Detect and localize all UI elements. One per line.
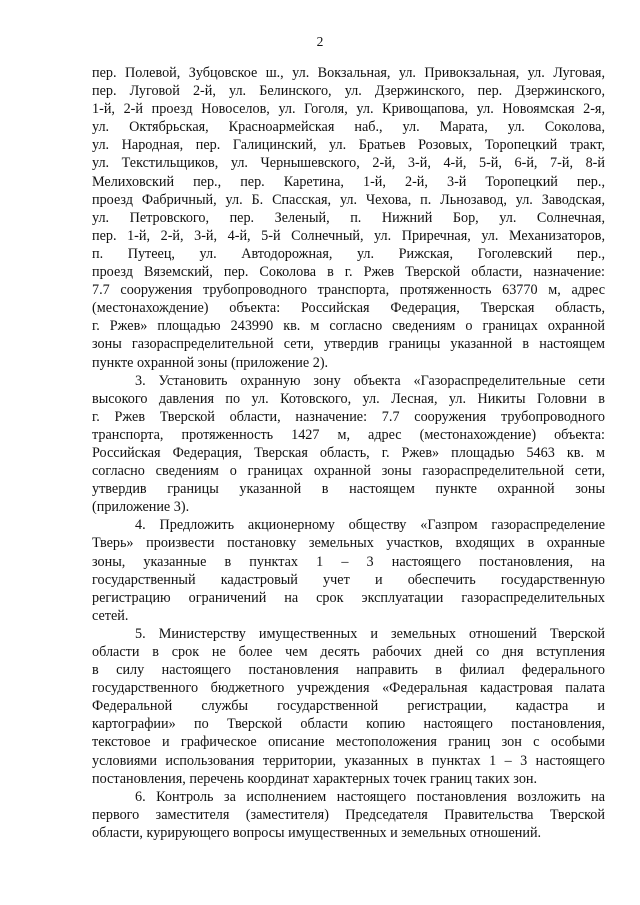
text-line: г. Ржев Тверской области, назначение: 7.7 сооружения трубопроводного [92,408,605,425]
text-line: 6. Контроль за исполнением настоящего постановления возложить на [135,788,605,805]
text-line: (приложение 3). [92,499,190,516]
text-line: условиями использования территории, указанных в пунктах 1 – 3 настоящего [92,752,605,769]
text-line: зоны, указанные в пунктах 1 – 3 настоящего постановления, на [92,553,605,570]
paragraph-continuation [92,64,605,372]
text-line: утвердив границы указанной в настоящем пункте охранной зоны [92,481,605,498]
paragraph-item-6 [92,788,605,842]
text-line: постановления, перечень координат характерных точек границ таких зон. [92,770,538,787]
text-line: 7.7 сооружения трубопроводного транспорта, протяженность 63770 м, адрес [92,282,605,299]
paragraph-item-5 [92,625,605,788]
text-line: ул. Петровского, пер. Зеленый, п. Нижний Бор, ул. Солнечная, [92,209,605,226]
page-number: 2 [316,34,324,49]
text-line: 3. Установить охранную зону объекта «Газораспределительные сети [135,372,605,389]
paragraph-item-4 [92,516,605,625]
text-line: г. Ржев» площадью 243990 кв. м согласно сведениям о границах охранной [92,318,605,335]
text-line: пер. Луговой 2-й, ул. Белинского, ул. Дзержинского, пер. Дзержинского, [92,83,605,100]
text-line: Тверь» произвести постановку земельных участков, входящих в охранные [92,535,605,552]
text-line: государственного бюджетного учреждения «Федеральная кадастровая палата [92,680,605,697]
text-line: ул. Октябрьская, Красноармейская наб., ул. Марата, ул. Соколова, [92,119,605,136]
text-line: 4. Предложить акционерному обществу «Газпром газораспределение [135,517,605,534]
text-line: пер. Полевой, Зубцовское ш., ул. Вокзальная, ул. Привокзальная, ул. Луговая, [92,65,605,81]
text-line: 1-й, 2-й проезд Новоселов, ул. Гоголя, ул. Кривощапова, ул. Новоямская 2-я, [92,101,605,118]
text-line: картографии» по Тверской области копию настоящего постановления, [92,716,605,733]
text-line: Российская Федерация, Тверская область, г. Ржев» площадью 5463 кв. м [92,444,605,461]
text-line: 5. Министерству имущественных и земельных отношений Тверской [135,625,605,642]
text-line: Мелиховский пер., пер. Каретина, 1-й, 2-й, 3-й Торопецкий пер., [92,173,605,190]
paragraph-item-3 [92,372,605,517]
text-line: зоны газораспределительной сети, утвердив границы указанной в настоящем [92,336,605,353]
text-line: области в срок не более чем десять рабочих дней со дня вступления [92,644,605,660]
text-line: транспорта, протяженность 1427 м, адрес (местонахождение) объекта: [92,426,605,443]
text-line: области, курирующего вопросы имущественных и земельных отношений. [92,824,542,841]
text-line: регистрацию ограничений на срок эксплуатации газораспределительных [92,589,605,606]
text-line: пункте охранной зоны (приложение 2). [92,354,329,371]
text-line: государственный кадастровый учет и обеспечить государственную [92,571,605,588]
text-line: проезд Фабричный, ул. Б. Спасская, ул. Чехова, п. Льнозавод, ул. Заводская, [92,191,605,208]
text-line: п. Путеец, ул. Автодорожная, ул. Рижская, Гоголевский пер., [92,245,605,262]
text-line: ул. Народная, пер. Галицинский, ул. Братьев Розовых, Торопецкий тракт, [92,137,605,154]
text-line: в силу настоящего постановления направить в филиал федерального [92,662,605,679]
text-line: ул. Текстильщиков, ул. Чернышевского, 2-й, 3-й, 4-й, 5-й, 6-й, 7-й, 8-й [92,155,605,172]
document-body [92,64,605,842]
text-line: пер. 1-й, 2-й, 3-й, 4-й, 5-й Солнечный, ул. Приречная, ул. Механизаторов, [92,227,605,244]
text-line: (местонахождение) объекта: Российская Федерация, Тверская область, [92,300,605,317]
text-line: сетей. [92,607,129,624]
text-line: проезд Вяземский, пер. Соколова в г. Ржев Тверской области, назначение: [92,264,605,281]
text-line: согласно сведениям о границах охранной зоны газораспределительной сети, [92,463,605,480]
text-line: текстовое и графическое описание местоположения границ зон с особыми [92,734,605,751]
text-line: первого заместителя (заместителя) Председателя Правительства Тверской [92,806,605,823]
text-line: высокого давления по ул. Котовского, ул. Лесная, ул. Никиты Головни в [92,390,605,407]
text-line: Федеральной службы государственной регистрации, кадастра и [92,698,605,715]
